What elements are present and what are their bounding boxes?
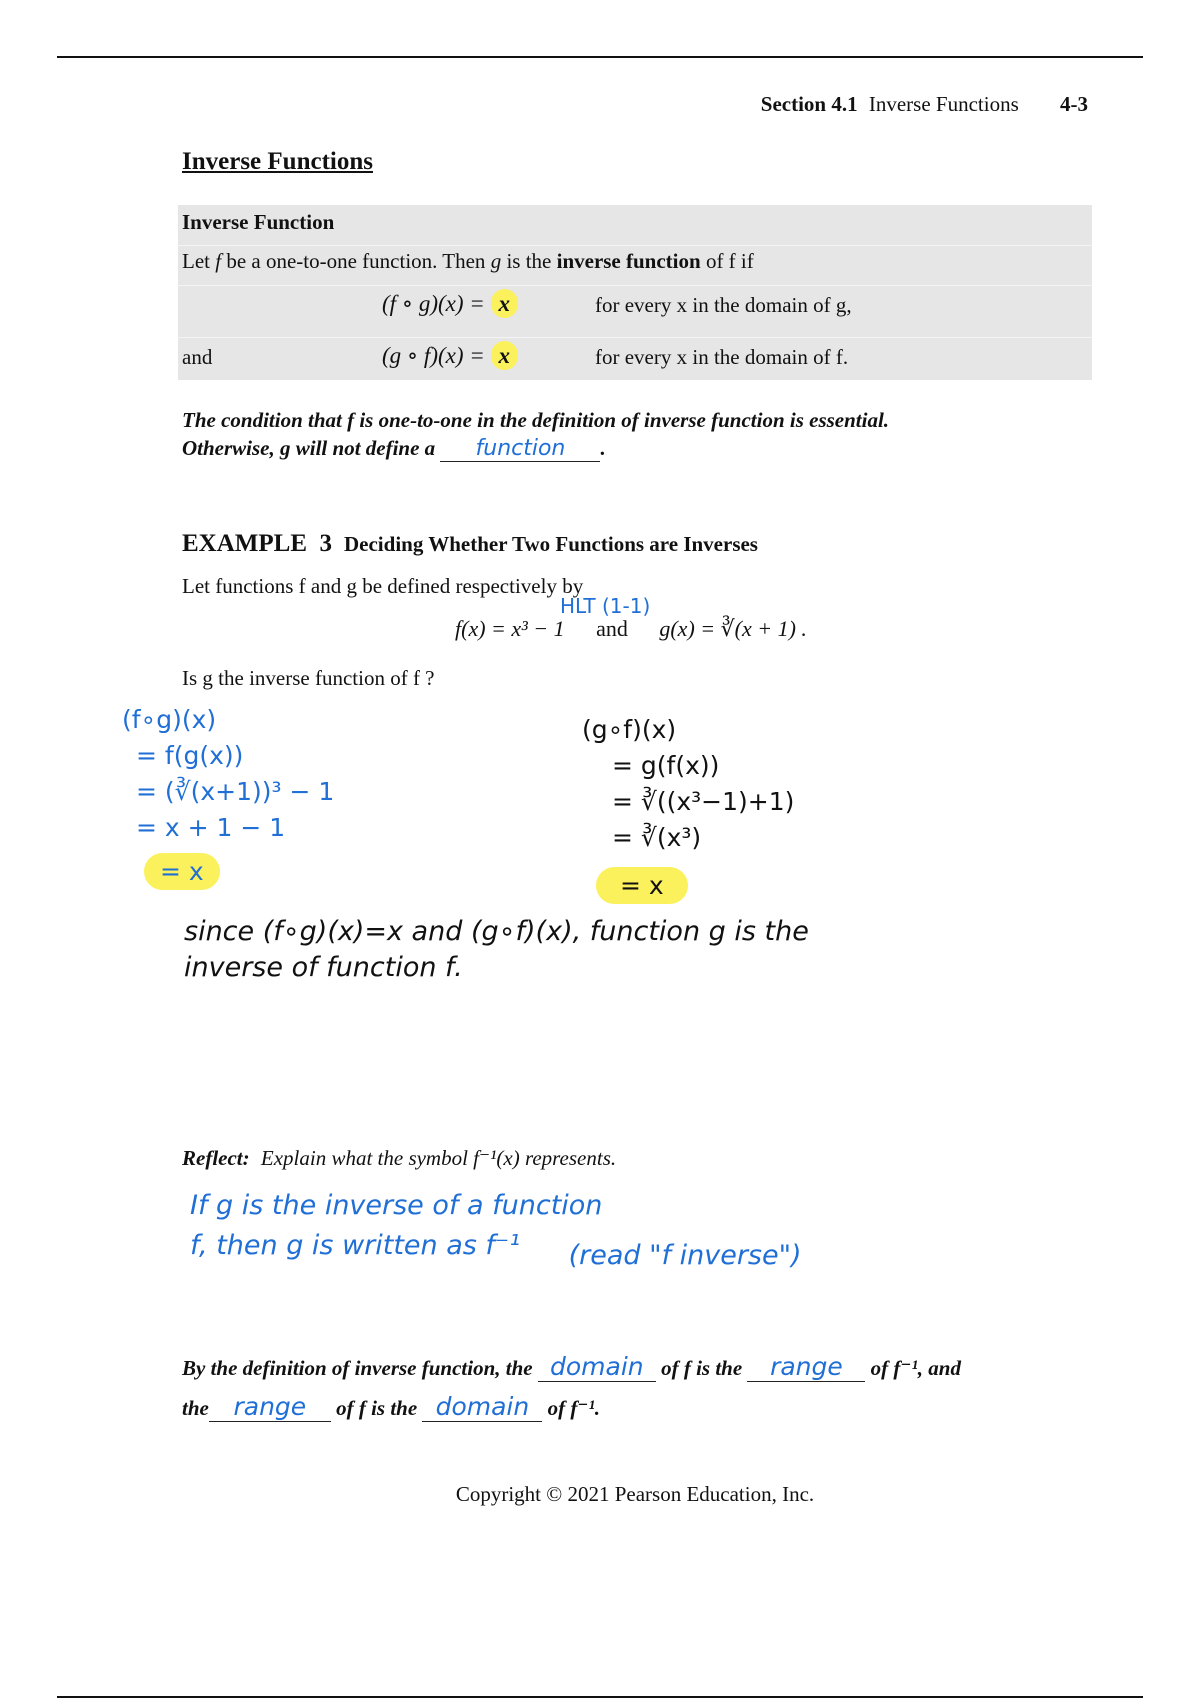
page-header [761,92,1088,117]
example-question: Is g the inverse function of f ? [182,666,435,690]
work-left [122,702,334,890]
work-left-line-3: = (∛(x+1))³ − 1 [136,777,335,806]
work-right-line-2: = g(f(x)) [612,751,720,780]
equation-fog: (f ∘ g)(x) = x [382,291,518,317]
reflect-answer [190,1186,802,1271]
copyright: Copyright © 2021 Pearson Education, Inc. [455,1482,815,1506]
blank-domain-1: domain [538,1352,656,1382]
work-left-line-1: (f∘g)(x) [122,705,217,734]
top-rule [57,56,1143,58]
bottom-rule [57,1696,1143,1698]
work-left-line-2: = f(g(x)) [136,741,244,770]
conclusion [184,914,809,986]
header-page-number: 4-3 [1060,92,1088,116]
work-right-line-3: = ∛((x³−1)+1) [612,787,795,816]
highlight-x-1: x [491,289,519,318]
handwritten-hlt-note: HLT (1-1) [560,594,651,618]
work-right-line-1: (g∘f)(x) [582,715,677,744]
conclusion-line-2: inverse of function f. [184,952,463,983]
reflect-label: Reflect: [182,1146,250,1170]
g-definition: g(x) = ∛(x + 1) . [659,616,807,641]
condition-note-line1: The condition that f is one-to-one in the definition of inverse function is essential. [182,408,890,432]
example-heading [182,530,758,558]
reflect-answer-line-2: f, then g is written as f⁻¹ (read "f inverse") [190,1230,802,1271]
equation-fog-condition: for every x in the domain of g, [595,293,852,317]
f-definition: f(x) = x³ − 1 [455,616,565,641]
header-section: Section 4.1 [760,92,858,116]
header-section-title: Inverse Functions [868,92,1019,116]
blank-domain-2: domain [422,1392,542,1422]
work-left-line-4: = x + 1 − 1 [136,813,286,842]
work-left-result: = x [144,853,220,890]
definition-intro: Let f be a one-to-one function. Then g is the inverse function of f if [182,249,754,273]
and-word: and [596,616,628,641]
equation-gof-condition: for every x in the domain of f. [595,345,849,369]
example-title: Deciding Whether Two Functions are Inverses [344,532,758,556]
reflect-answer-note: (read "f inverse") [568,1240,802,1271]
definition-box [178,205,1092,380]
highlight-x-2: x [491,341,519,370]
equation-gof: (g ∘ f)(x) = x [382,343,518,369]
blank-range-1: range [747,1352,865,1382]
reflect-prompt [182,1146,616,1171]
conclusion-line-1: since (f∘g)(x)=x and (g∘f)(x), function g is the [184,916,809,947]
domain-range-line-2: the range of f is the domain of f⁻¹. [182,1392,601,1421]
definition-title: Inverse Function [182,210,335,234]
and-label: and [182,345,213,369]
domain-range-line-1: By the definition of inverse function, the domain of f is the range of f⁻¹, and [182,1352,961,1381]
work-right-line-4: = ∛(x³) [612,823,702,852]
example-intro: Let functions f and g be defined respectively by [182,574,584,598]
work-right [582,712,794,904]
function-definitions [455,616,807,642]
reflect-answer-line-1: If g is the inverse of a function [190,1190,603,1221]
work-right-result: = x [596,867,688,904]
blank-range-2: range [209,1392,331,1422]
blank-function: function [440,436,600,462]
page-title: Inverse Functions [182,148,373,175]
reflect-question: Explain what the symbol f⁻¹(x) represents. [260,1146,617,1170]
condition-note-line2: Otherwise, g will not define a function . [182,436,606,461]
example-label: EXAMPLE 3 [182,530,332,557]
